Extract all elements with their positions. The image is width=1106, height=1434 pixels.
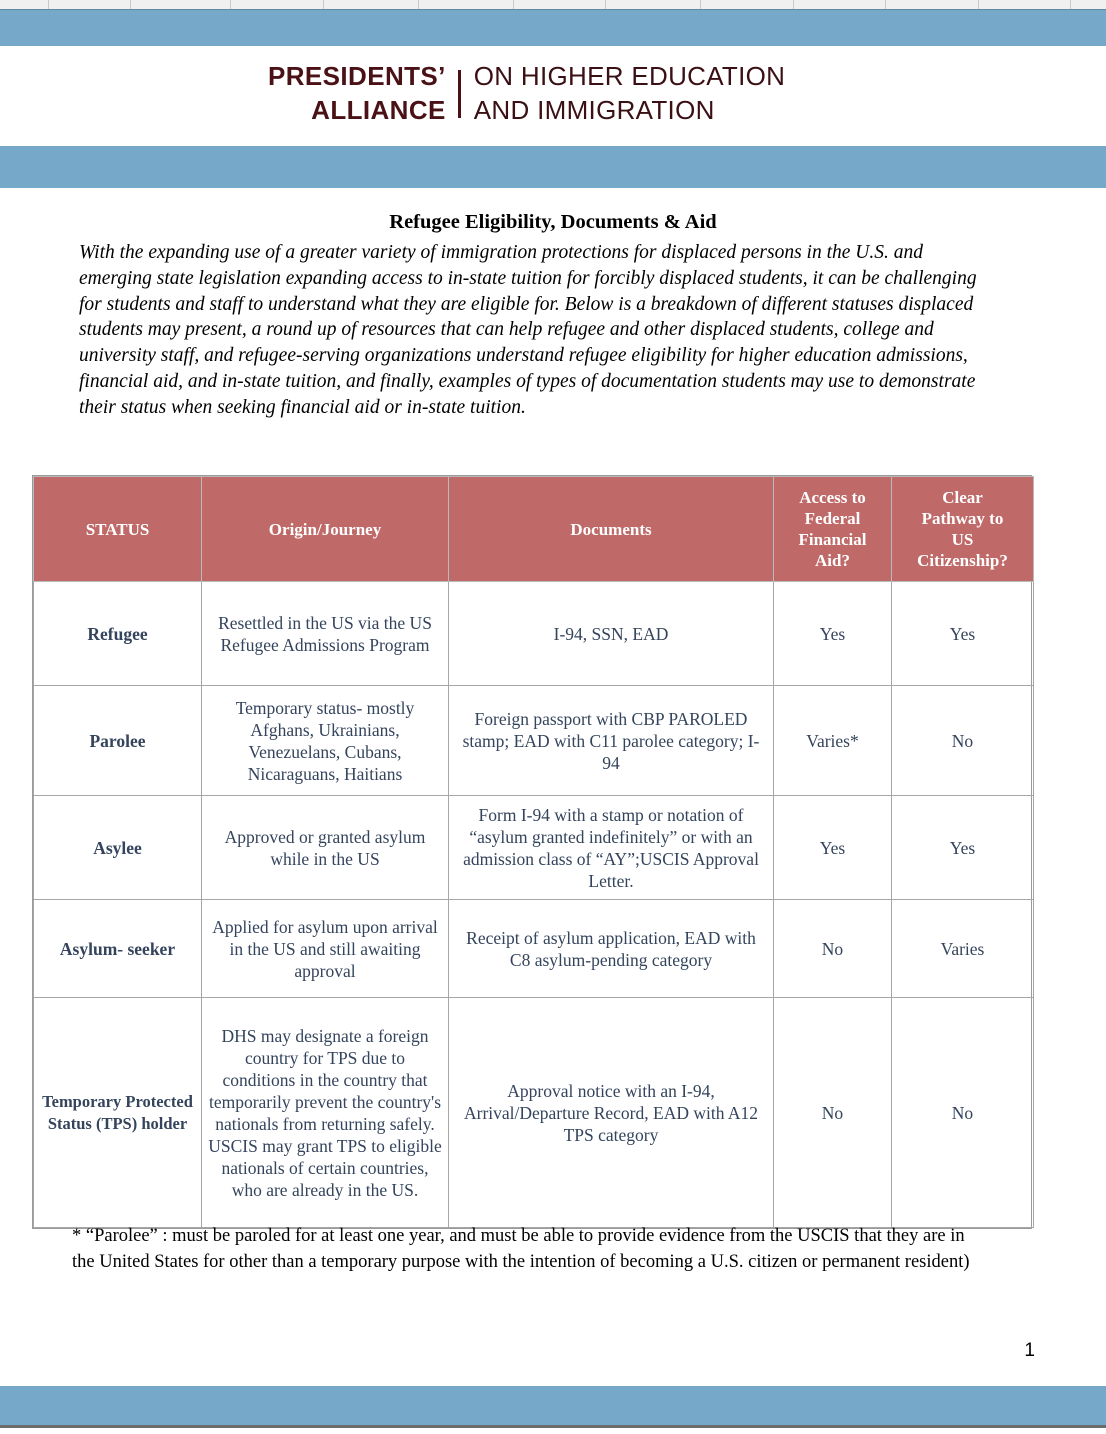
table-body <box>34 582 1034 1228</box>
column-header-federal-aid-line2: Federal <box>804 509 861 528</box>
page-title: Refugee Eligibility, Documents & Aid <box>389 211 717 233</box>
cell-status: Asylee <box>34 796 202 900</box>
logo-tagline-line1: ON HIGHER EDUCATION <box>473 61 786 91</box>
cell-origin: Temporary status- mostly Afghans, Ukrainians, Venezuelans, Cubans, Nicaraguans, Haitians <box>202 686 449 796</box>
ruler-tick <box>885 0 886 9</box>
eligibility-table <box>33 476 1034 1228</box>
table-row <box>34 998 1034 1228</box>
cell-documents: Foreign passport with CBP PAROLED stamp; EAD with C11 parolee category; I-94 <box>449 686 774 796</box>
cell-status: Parolee <box>34 686 202 796</box>
ruler-tick <box>513 0 514 9</box>
cell-status: Asylum- seeker <box>34 900 202 998</box>
table-row <box>34 900 1034 998</box>
cell-citizenship-pathway: Varies <box>892 900 1034 998</box>
logo-tagline <box>474 60 785 128</box>
ruler-tick <box>130 0 131 9</box>
cell-status: Refugee <box>34 582 202 686</box>
table-header <box>34 477 1034 582</box>
table-header-row <box>34 477 1034 582</box>
cell-citizenship-pathway: Yes <box>892 582 1034 686</box>
ruler-tick <box>793 0 794 9</box>
logo-wordmark <box>268 60 446 128</box>
column-header-origin-journey <box>202 477 449 582</box>
table-row <box>34 796 1034 900</box>
cell-documents: Form I-94 with a stamp or notation of “asylum granted indefinitely” or with an admission class of “AY”;USCIS Approval Letter. <box>449 796 774 900</box>
column-header-federal-aid-line3: Financial <box>798 530 867 549</box>
logo-divider-icon <box>458 70 461 118</box>
document-body <box>0 188 1106 1386</box>
column-header-origin-line: Origin/Journey <box>268 519 382 539</box>
ruler-tick <box>48 0 49 9</box>
footnote-parolee: * “Parolee” : must be paroled for at least one year, and must be able to provide evidence from the USCIS that they are in the United States for other than a temporary purpose with the intention of becoming a U.S. citizen or permanent resident) <box>72 1226 970 1272</box>
cell-documents: Receipt of asylum application, EAD with C8 asylum-pending category <box>449 900 774 998</box>
ruler-tick <box>605 0 606 9</box>
eligibility-table-container <box>32 475 1032 1229</box>
column-header-federal-aid-line1: Access to <box>799 488 866 507</box>
logo-wordmark-line2: ALLIANCE <box>311 94 446 125</box>
ruler-tick <box>230 0 231 9</box>
bottom-blue-band <box>0 1386 1106 1428</box>
cell-origin: Applied for asylum upon arrival in the US and still awaiting approval <box>202 900 449 998</box>
column-header-citizenship-line2: Pathway to <box>921 509 1004 528</box>
top-blue-band <box>0 10 1106 46</box>
column-header-citizenship-line3: US <box>951 530 974 549</box>
cell-origin: Resettled in the US via the US Refugee Admissions Program <box>202 582 449 686</box>
cell-citizenship-pathway: No <box>892 686 1034 796</box>
intro-paragraph: With the expanding use of a greater variety of immigration protections for displaced persons in the U.S. and emerging state legislation expanding access to in-state tuition for forcibly displaced students, it can be challenging for students and staff to understand what they are eligible for. Below is a breakdown of different statuses displaced students may present, a round up of resources that can help refugee and other displaced students, college and university staff, and refugee-serving organizations understand refugee eligibility for higher education admissions, financial aid, and in-state tuition, and finally, examples of types of documentation students may use to demonstrate their status when seeking financial aid or in-state tuition. <box>79 242 977 418</box>
cell-federal-aid: Yes <box>774 582 892 686</box>
cell-federal-aid: Varies* <box>774 686 892 796</box>
cell-citizenship-pathway: Yes <box>892 796 1034 900</box>
logo-tagline-line2: AND IMMIGRATION <box>473 94 715 125</box>
cell-documents: Approval notice with an I-94, Arrival/Departure Record, EAD with A12 TPS category <box>449 998 774 1228</box>
column-header-citizenship-line4: Citizenship? <box>917 551 1008 570</box>
column-header-citizenship-line1: Clear <box>942 488 983 507</box>
column-header-documents-line: Documents <box>570 519 652 539</box>
ruler-tick <box>323 0 324 9</box>
cell-federal-aid: Yes <box>774 796 892 900</box>
cell-federal-aid: No <box>774 900 892 998</box>
header-logo-band <box>0 46 1106 146</box>
ruler-tick <box>1070 0 1071 9</box>
column-header-citizenship-pathway <box>892 477 1034 582</box>
column-header-status-line: STATUS <box>85 519 150 539</box>
cell-origin: DHS may designate a foreign country for TPS due to conditions in the country that temporarily prevent the country's nationals from returning safely. USCIS may grant TPS to eligible nationals of certain countries, who are already in the US. <box>202 998 449 1228</box>
presidents-alliance-logo <box>268 60 785 128</box>
ruler-strip <box>0 0 1106 10</box>
cell-citizenship-pathway: No <box>892 998 1034 1228</box>
divider-blue-band <box>0 146 1106 188</box>
cell-documents: I-94, SSN, EAD <box>449 582 774 686</box>
page-number: 1 <box>1024 1340 1035 1361</box>
table-row <box>34 686 1034 796</box>
ruler-tick <box>418 0 419 9</box>
column-header-federal-aid-line4: Aid? <box>815 551 850 570</box>
logo-wordmark-line1: PRESIDENTS’ <box>268 61 446 91</box>
cell-federal-aid: No <box>774 998 892 1228</box>
ruler-tick <box>700 0 701 9</box>
cell-origin: Approved or granted asylum while in the US <box>202 796 449 900</box>
column-header-status <box>34 477 202 582</box>
column-header-federal-aid <box>774 477 892 582</box>
ruler-tick <box>978 0 979 9</box>
cell-status: Temporary Protected Status (TPS) holder <box>34 998 202 1228</box>
column-header-documents <box>449 477 774 582</box>
table-row <box>34 582 1034 686</box>
